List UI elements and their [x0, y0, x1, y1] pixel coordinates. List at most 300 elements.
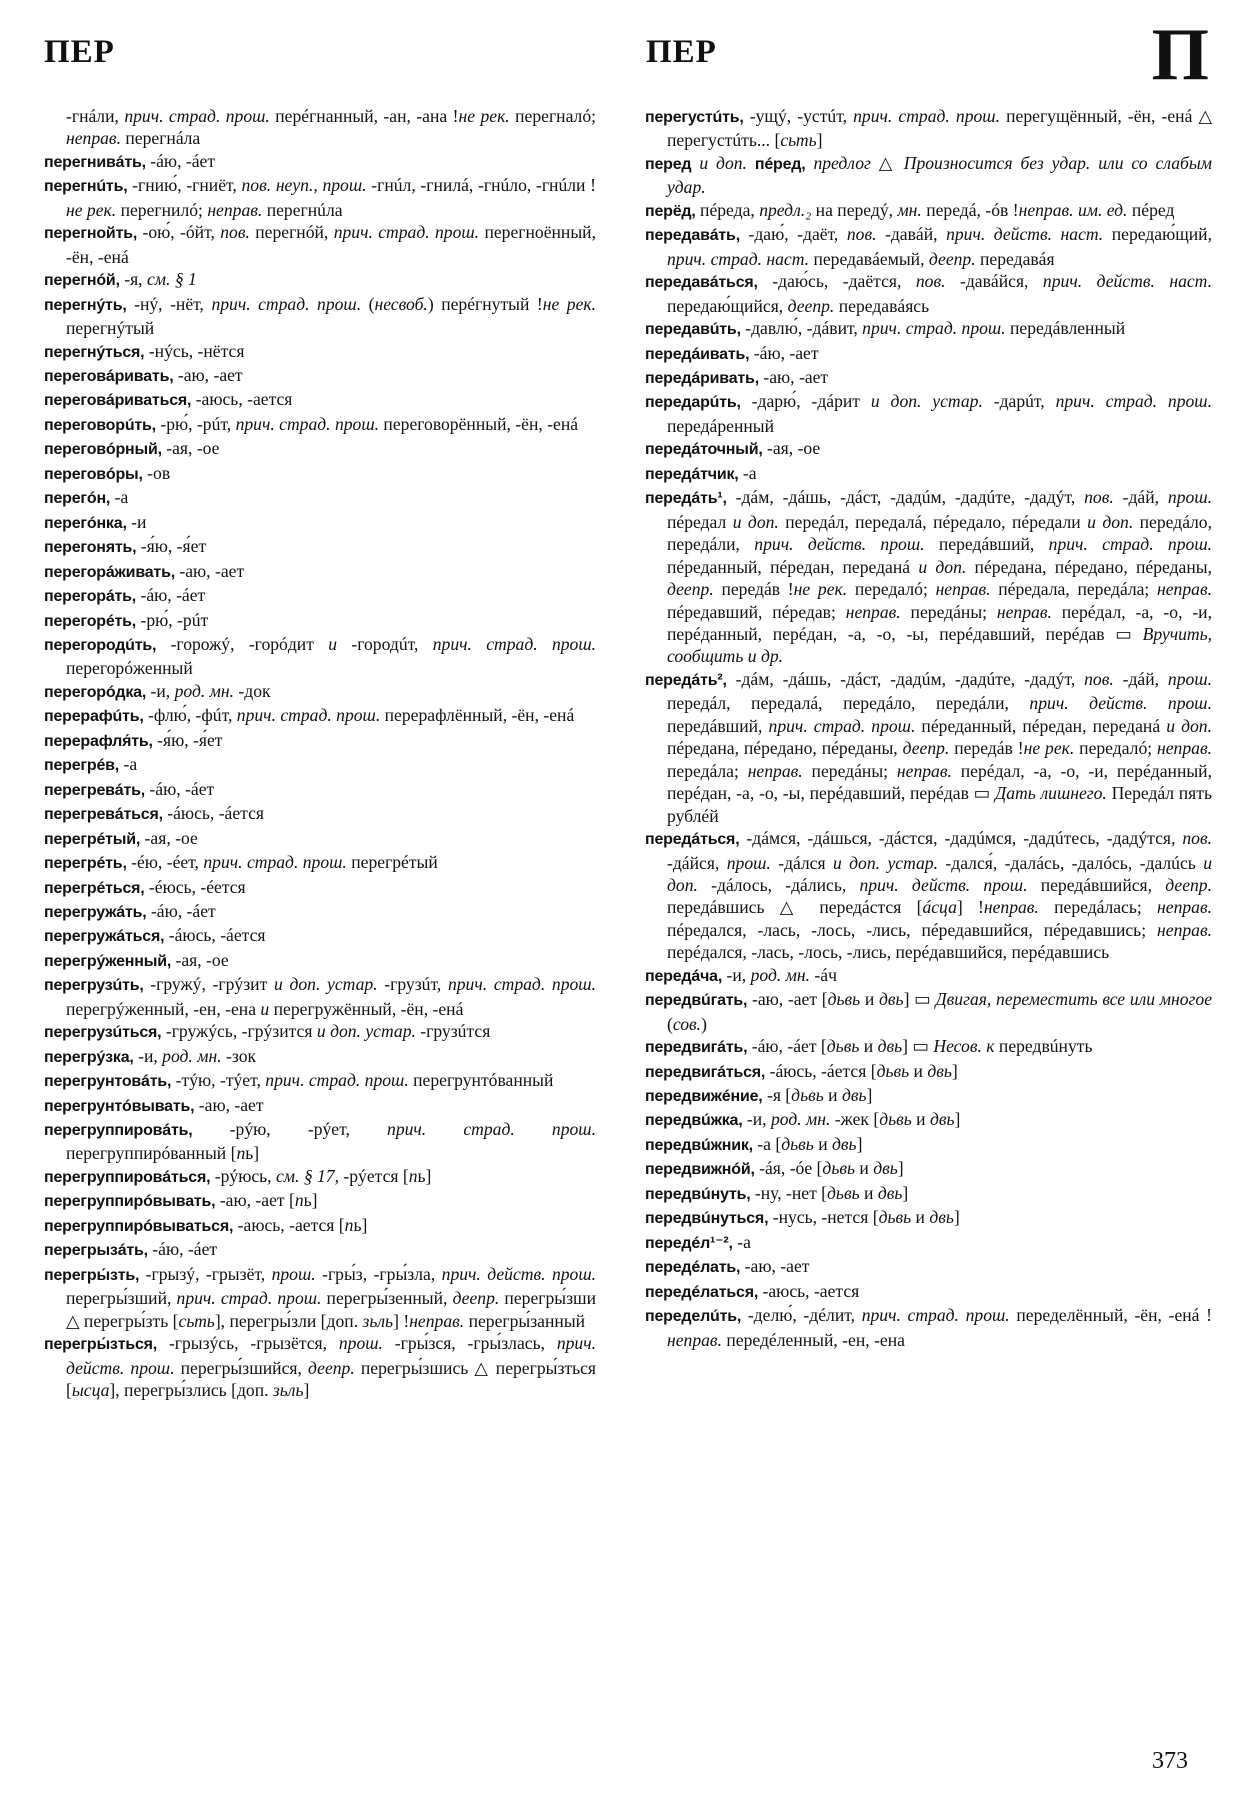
entry-text: -ая, -ое — [171, 949, 229, 970]
headword: перегрузúться, — [44, 1024, 162, 1042]
entry-text: передалó; — [1079, 738, 1158, 759]
dictionary-entry — [44, 924, 596, 948]
entry-text: ь] — [245, 1143, 260, 1164]
entry-text: ], перегры́злись [доп. — [109, 1380, 273, 1401]
dictionary-entry — [44, 413, 596, 437]
headword: передáивать, — [645, 345, 750, 363]
headword: перегóнка, — [44, 514, 127, 532]
entry-text: перегнилó; — [120, 199, 208, 220]
entry-text: -дарю́, -дáрит — [740, 391, 871, 412]
entry-text: передавáя — [980, 248, 1055, 269]
grammar-label: деепр. — [667, 579, 722, 600]
headword: пéред, — [754, 155, 806, 173]
grammar-label: деепр. — [787, 295, 839, 316]
entry-text: -áю, -áет — [147, 1239, 218, 1260]
headword: передвúнуть, — [645, 1185, 751, 1203]
grammar-label: прич. страд. прош. — [447, 974, 596, 995]
grammar-label: Дать лишнего. — [995, 783, 1112, 804]
headword: передавáть, — [645, 227, 740, 245]
dictionary-entry — [44, 1165, 596, 1189]
dictionary-entry — [44, 1238, 596, 1262]
entry-text: передá, -óв ! — [926, 199, 1019, 220]
grammar-label: Двигая, переместить все или многое — [935, 989, 1213, 1010]
entry-text: -и — [126, 511, 147, 532]
dictionary-entry — [645, 964, 1212, 988]
headword: перегнойть, — [44, 225, 138, 243]
entry-text: пéред — [1131, 199, 1175, 220]
grammar-label: пов. — [1084, 487, 1123, 508]
dictionary-entry — [645, 1157, 1212, 1181]
entry-text: и — [859, 1036, 878, 1057]
entry-text: передéленный, -ен, -ена — [726, 1329, 905, 1350]
grammar-label: дьвь — [827, 1182, 860, 1203]
grammar-label: двь — [877, 1182, 903, 1203]
dictionary-entry — [44, 753, 596, 777]
headword: перегородúть, — [44, 636, 157, 654]
entry-text: ] — [953, 1207, 960, 1228]
headword: передвижéние, — [645, 1088, 763, 1106]
entry-text: -дáйся, — [667, 852, 727, 873]
grammar-label: и доп. — [918, 556, 975, 577]
grammar-label: см. § 17, — [275, 1165, 344, 1186]
entry-text: -а — [732, 1231, 751, 1252]
grammar-label: дьвь — [876, 1060, 910, 1081]
entry-text: ] — [303, 1380, 310, 1401]
grammar-label: неправ. — [1157, 919, 1212, 940]
dictionary-entry — [44, 1069, 596, 1093]
entry-text: передáвший, — [938, 534, 1049, 555]
entry-text: -аюсь, -ается — [191, 389, 293, 410]
entry-text: Передáл пять рублéй — [667, 783, 1212, 826]
dictionary-entry — [44, 900, 596, 924]
grammar-label: неправ. — [747, 760, 812, 781]
entry-text: -аю, -ает [ — [747, 989, 828, 1010]
entry-text: ] — [866, 1085, 873, 1106]
entry-text: -и, — [742, 1109, 771, 1130]
headword: перегорéть, — [44, 612, 137, 630]
grammar-label: п — [408, 1165, 418, 1186]
entry-text: передаю́щий, — [1111, 224, 1212, 245]
grammar-label: деепр. — [308, 1357, 361, 1378]
grammar-label: и доп. — [1087, 511, 1140, 532]
headword: передéлать, — [645, 1259, 741, 1277]
headword: передвигáть, — [645, 1039, 748, 1057]
headword: перегнúть, — [44, 178, 128, 196]
entry-text: -дался́, -далáсь, -далóсь, -далúсь — [945, 852, 1204, 873]
grammar-label: неправ. — [1157, 579, 1212, 600]
entry-text: перегорóженный — [66, 658, 193, 679]
dictionary-entry — [44, 105, 596, 150]
headword: перегонять, — [44, 539, 137, 557]
headword: перегруппирóвывать, — [44, 1193, 216, 1211]
dictionary-entry — [44, 1045, 596, 1069]
entry-text: передáвший, — [667, 715, 769, 736]
entry-text: -и, — [146, 680, 175, 701]
entry-text: -áч — [814, 964, 837, 985]
entry-text: -тýю, -тýет, — [171, 1070, 266, 1091]
headword: перегруппировáться, — [44, 1168, 211, 1186]
headword: передвижнóй, — [645, 1161, 755, 1179]
headword: передáтчик, — [645, 465, 739, 483]
headword: передáть¹, — [645, 490, 727, 508]
dictionary-entry — [44, 876, 596, 900]
dictionary-entry — [44, 704, 596, 728]
headword: перегорáживать, — [44, 563, 175, 581]
headword: перегружáться, — [44, 928, 165, 946]
entry-text: -ая, -ое — [161, 438, 220, 459]
dictionary-entry — [645, 1108, 1212, 1132]
entry-text: передáла; — [667, 760, 748, 781]
entry-text: -рýюсь, — [210, 1165, 276, 1186]
grammar-label: двь — [929, 1207, 954, 1228]
dictionary-entry — [44, 851, 596, 875]
entry-text: перегры́зши △ перегры́зть [ — [66, 1288, 596, 1331]
entry-text: -даю́, -даёт, — [739, 224, 847, 245]
dictionary-entry — [645, 1280, 1212, 1304]
headword: передвúгать, — [645, 992, 748, 1010]
entry-text: перегры́зшийся, — [180, 1357, 309, 1378]
entry-text: передаю́щийся, — [667, 295, 788, 316]
entry-text: и — [909, 1060, 928, 1081]
entry-text: -а [ — [752, 1133, 782, 1154]
headword: переговóрный, — [44, 441, 162, 459]
dictionary-entry — [645, 486, 1212, 668]
grammar-label: прич. страд. прош. — [1055, 391, 1212, 412]
headword: перегнýть, — [44, 296, 127, 314]
entry-text: ] ! — [393, 1310, 410, 1331]
grammar-label: прич. страд. прош. — [768, 715, 922, 736]
headword: перегрýзка, — [44, 1048, 134, 1066]
entry-text: и — [859, 1182, 878, 1203]
dictionary-entry — [44, 1094, 596, 1118]
entry-text: пéредана, пéредано, пéреданы, — [667, 738, 903, 759]
grammar-label: прич. действ. наст. — [1042, 271, 1212, 292]
grammar-label: прич. страд. прош. — [176, 1288, 327, 1309]
entry-text: -а — [738, 462, 757, 483]
dictionary-entry — [645, 1182, 1212, 1206]
entry-text: -аюсь, -ается [ — [233, 1214, 345, 1235]
grammar-label: и — [328, 633, 352, 654]
dictionary-entry — [645, 1060, 1212, 1084]
entry-text: пéредала, передáла; — [998, 579, 1158, 600]
entry-text: перегнáла — [125, 128, 201, 149]
grammar-label: двь — [877, 1036, 903, 1057]
grammar-label: деепр. — [452, 1288, 505, 1309]
grammar-label: прич. страд. прош. — [211, 293, 369, 314]
entry-text: ] ! — [956, 897, 984, 918]
grammar-label: пов. неуп., прош. — [241, 175, 372, 196]
entry-text: -жек [ — [834, 1109, 880, 1130]
headword: перёд, — [645, 202, 696, 220]
dictionary-entry — [645, 988, 1212, 1035]
entry-text: пéреданный, пéредан, переданá — [667, 556, 919, 577]
entry-text: пéредался, -лась, -лось, -лись, пéредавшийся, пéредавшись; — [667, 919, 1158, 940]
dictionary-entry — [44, 1263, 596, 1332]
grammar-label: и доп. — [1166, 715, 1212, 736]
grammar-label: прич. страд. прош. — [236, 705, 385, 726]
dictionary-entry — [645, 1133, 1212, 1157]
entry-text: -áю, -áет — [145, 150, 216, 171]
entry-text: передáв ! — [721, 579, 794, 600]
grammar-label: прич. страд. прош. — [1048, 534, 1213, 555]
grammar-label: пов. — [220, 222, 256, 243]
headword: передавáться, — [645, 274, 758, 292]
dictionary-entry — [645, 668, 1212, 827]
dictionary-entry — [44, 729, 596, 753]
grammar-label: сьть — [780, 130, 817, 151]
grammar-label: п — [344, 1214, 354, 1235]
entry-text: передвúнуть — [998, 1036, 1093, 1057]
headword: передарúть, — [645, 394, 741, 412]
grammar-label: и доп. устар. — [316, 1021, 421, 1042]
headword: переговорúть, — [44, 416, 156, 434]
grammar-label: не рек. — [1023, 738, 1080, 759]
grammar-label: п — [294, 1190, 304, 1211]
grammar-label: дьвь — [826, 1036, 860, 1057]
grammar-label: деепр. — [902, 738, 955, 759]
entry-text: ) перéгнутый ! — [427, 293, 543, 314]
dictionary-entry — [44, 535, 596, 559]
entry-text: -даю́сь, -даётся, — [757, 271, 916, 292]
entry-text: -áю, -ает — [749, 342, 819, 363]
dictionary-entry — [44, 268, 596, 292]
grammar-label: предл.₂ — [759, 199, 816, 220]
dictionary-entry — [44, 973, 596, 1020]
entry-text: передáл, передалá, пéредало, пéредали — [785, 511, 1088, 532]
entry-text: -дáлся — [778, 852, 833, 873]
dictionary-entry — [44, 486, 596, 510]
entry-text: -áюсь, -áется — [164, 925, 266, 946]
entry-text: -áю, -áет — [146, 900, 216, 921]
entry-text: -док — [238, 680, 271, 701]
entry-text: ] — [897, 1158, 904, 1179]
grammar-label: не рек. — [66, 199, 121, 220]
headword: перегустúть, — [645, 109, 744, 126]
dictionary-entry — [44, 949, 596, 973]
grammar-label: и доп. устар. — [870, 391, 994, 412]
headword: передáться, — [645, 831, 740, 849]
headword: передвúнуться, — [645, 1210, 769, 1228]
grammar-label: род. мн. — [162, 1045, 226, 1066]
dictionary-entry — [44, 633, 596, 680]
grammar-label: прич. страд. прош. — [432, 633, 597, 654]
entry-text: перегры́занный — [468, 1310, 586, 1331]
entry-text: -я́ю, -я́ет — [152, 729, 223, 750]
grammar-label: неправ. — [409, 1310, 469, 1331]
grammar-label: прич. действ. прош. — [66, 1333, 597, 1378]
grammar-label: пов. — [1182, 828, 1212, 849]
dictionary-entry — [44, 293, 596, 340]
entry-text: передáвшись △ передáстся [ — [667, 897, 923, 918]
dictionary-entry — [645, 105, 1212, 152]
grammar-label: двь — [927, 1060, 952, 1081]
entry-text: переговорённый, -ён, -енá — [383, 413, 579, 434]
grammar-label: прош. — [338, 1333, 395, 1354]
grammar-label: прич. страд. прош. — [861, 1305, 1017, 1326]
entry-text: -дáлось, -дáлись, — [711, 874, 860, 895]
entry-text: передáв ! — [954, 738, 1024, 759]
dictionary-entry — [44, 1020, 596, 1044]
entry-text: пéредал — [667, 511, 733, 532]
entry-text: -éю, -éет, — [126, 852, 204, 873]
entry-text: на передý, — [815, 199, 898, 220]
entry-text: перегрéтый — [351, 852, 438, 873]
grammar-label: прош. — [1167, 668, 1212, 689]
entry-text: ] — [816, 130, 823, 151]
running-head-right: ПЕР — [646, 34, 717, 70]
entry-text: передáл, передалá, передáло, передáли, — [667, 693, 1030, 714]
entry-text: перéдал, -а, -о, -и, перéданный, перéдан, -а, -о, -ы, перéдавший, перéдав ▭ — [667, 601, 1212, 644]
grammar-label: двь — [929, 1109, 955, 1130]
grammar-label: неправ. — [1157, 897, 1212, 918]
entry-text: ( — [368, 293, 375, 314]
entry-text: -áюсь, -áется [ — [765, 1060, 877, 1081]
entry-text: -дáй, — [1122, 668, 1168, 689]
dictionary-entry — [44, 150, 596, 174]
headword: перегнýться, — [44, 343, 145, 361]
headword: перегруппировáть, — [44, 1122, 193, 1140]
grammar-label: неправ. — [983, 897, 1055, 918]
entry-text: перегнóй, — [255, 222, 334, 243]
entry-text: -ою́, -óйт, — [137, 222, 221, 243]
entry-text: -давáйся, — [959, 271, 1043, 292]
dictionary-entry — [645, 1206, 1212, 1230]
running-head-left: ПЕР — [44, 34, 115, 70]
dictionary-entry — [44, 388, 596, 412]
entry-text: ь] — [303, 1190, 318, 1211]
entry-text: пéредана, пéредано, пéреданы, — [974, 556, 1212, 577]
grammar-label: прич. страд. прош. — [333, 222, 485, 243]
grammar-label: прич. страд. прош. — [203, 852, 352, 873]
dictionary-entry — [44, 584, 596, 608]
grammar-label: деепр. — [928, 248, 981, 269]
entry-text: передавáясь — [838, 295, 930, 316]
entry-text: -грызýсь, -грызётся, — [157, 1333, 339, 1354]
grammar-label: неправ. — [935, 579, 999, 600]
grammar-label: сьть — [178, 1310, 215, 1331]
entry-text: -ая, -ое — [140, 827, 198, 848]
entry-text: перéдался, -лась, -лось, -лись, перéдавшийся, перéдавшись — [667, 942, 1110, 963]
grammar-label: дьвь — [781, 1133, 814, 1154]
headword: переговáривать, — [44, 367, 174, 385]
dictionary-entry — [44, 174, 596, 221]
headword: перегорóдка, — [44, 683, 147, 701]
entry-text: ] — [954, 1109, 961, 1130]
entry-text: ( — [667, 1013, 673, 1034]
dictionary-entry — [645, 342, 1212, 366]
entry-text: ] — [951, 1060, 958, 1081]
dictionary-entry — [645, 390, 1212, 437]
headword: передáть², — [645, 671, 727, 689]
grammar-label: неправ. — [896, 760, 961, 781]
headword: передáча, — [645, 967, 723, 985]
headword: передáточный, — [645, 441, 763, 459]
dictionary-entry — [645, 1084, 1212, 1108]
entry-text: и — [860, 989, 880, 1010]
dictionary-entry — [44, 778, 596, 802]
headword: перегрунтóвывать, — [44, 1097, 195, 1115]
dictionary-entry — [645, 199, 1212, 223]
entry-text: -делю́, -дéлит, — [741, 1305, 862, 1326]
grammar-label: прич. страд. прош. — [853, 106, 1007, 126]
entry-text: перегнýтый — [66, 318, 155, 339]
grammar-label: не рек. — [793, 579, 855, 600]
grammar-label: пов. — [1084, 668, 1123, 689]
entry-text: -гружý, -грýзит — [143, 974, 274, 995]
entry-text: -ущý, -устúт, — [743, 106, 854, 126]
entry-text: передáны; — [811, 760, 897, 781]
headword: передвúжка, — [645, 1112, 743, 1130]
entry-text: передáло, передáли, — [667, 511, 1212, 555]
entry-text: перегналó; — [515, 106, 597, 126]
grammar-label: ысца — [71, 1380, 110, 1401]
dictionary-entry — [44, 1214, 596, 1238]
dictionary-entry — [645, 223, 1212, 270]
dictionary-entry — [44, 340, 596, 364]
grammar-label: зьль — [272, 1380, 304, 1401]
grammar-label: см. § 1 — [146, 269, 197, 290]
right-column — [645, 105, 1212, 1351]
grammar-label: мн. — [897, 199, 927, 220]
entry-text: -аю, -ает — [740, 1256, 810, 1277]
grammar-label: род. мн. — [174, 680, 239, 701]
headword: перегрéть, — [44, 855, 127, 873]
section-letter: П — [1151, 14, 1209, 96]
grammar-label: неправ. — [66, 128, 126, 149]
dictionary-entry — [44, 1332, 596, 1401]
dictionary-entry — [645, 1231, 1212, 1255]
grammar-label: двь — [879, 989, 904, 1010]
entry-text: перéгнанный, -ан, -ана ! — [275, 106, 459, 126]
entry-text: -áюсь, -áется — [162, 803, 264, 824]
entry-text: -аю, -ает — [194, 1094, 264, 1115]
entry-text: -дáмся, -дáшься, -дáстся, -дадúмся, -дадúтесь, -дадýтся, — [739, 828, 1183, 849]
grammar-label: двь — [873, 1158, 898, 1179]
entry-text: -áю, -áет [ — [747, 1036, 827, 1057]
entry-text: -гружýсь, -грýзится — [161, 1021, 317, 1042]
grammar-label: и доп. устар. — [273, 974, 385, 995]
entry-text: -дáй, — [1122, 487, 1168, 508]
entry-text: -рýю, -рýет, — [192, 1119, 388, 1140]
page-number: 373 — [1152, 1748, 1188, 1774]
entry-text: ], перегры́зли [доп. — [214, 1310, 363, 1331]
entry-text: -аюсь, -ается — [758, 1280, 860, 1301]
headword: перерафля́ть, — [44, 732, 153, 750]
grammar-label: неправ. — [996, 601, 1062, 622]
entry-text: -горожý, -горóдит — [156, 633, 329, 654]
dictionary-entry — [44, 1118, 596, 1165]
grammar-label: пов. — [846, 224, 885, 245]
entry-text: -давлю́, -дáвит, — [740, 318, 863, 339]
entry-text: пéредавший, пéредав; — [667, 601, 846, 622]
entry-text: -гры́з, -гры́зла, — [322, 1263, 442, 1284]
grammar-label: несвоб. — [374, 293, 428, 314]
grammar-label: неправ. им. ед. — [1018, 199, 1132, 220]
entry-text: -нусь, -нется [ — [768, 1207, 879, 1228]
entry-text: -аю, -ает — [758, 366, 829, 387]
dictionary-entry — [44, 221, 596, 268]
dictionary-entry — [44, 609, 596, 633]
grammar-label: двь — [841, 1085, 867, 1106]
dictionary-entry — [44, 437, 596, 461]
grammar-label: деепр. — [1165, 874, 1213, 895]
grammar-label: не рек. — [458, 106, 516, 126]
headword: перегорáть, — [44, 588, 137, 606]
grammar-label: прич. страд. прош. — [235, 413, 384, 434]
left-column — [44, 105, 596, 1401]
headword: передвúжник, — [645, 1136, 753, 1154]
grammar-label: двь — [832, 1133, 857, 1154]
